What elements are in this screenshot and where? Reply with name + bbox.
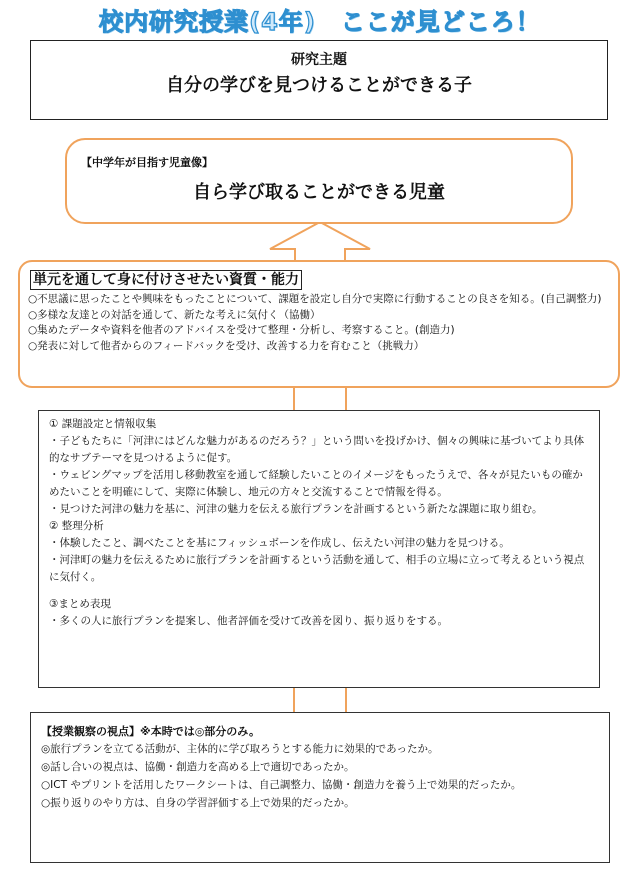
process-section2-line: ・河津町の魅力を伝えるために旅行プランを計画するという活動を通して、相手の立場に立って考えるという視点に気付く。 [49,554,585,583]
target-child-title: 自ら学び取ることができる児童 [193,182,445,203]
abilities-title: 単元を通して身に付けさせたい資質・能力 [30,270,302,290]
connector-upper [294,386,346,412]
target-child-box [65,138,573,224]
process-section3-line: ・多くの人に旅行プランを提案し、他者評価を受けて改善を図り、振り返りをする。 [49,615,448,627]
research-theme-label: 研究主題 [291,52,347,68]
ability-item: ○集めたデータや資料を他者のアドバイスを受けて整理・分析し、考察すること。(創造力) [28,324,455,336]
abilities-list [28,292,616,354]
process-section2-heading: ② 整理分析 [49,520,104,532]
viewpoints-title: 【授業観察の視点】※本時では◎部分のみ。 [41,725,260,738]
process-section1-line: ・子どもたちに「河津にはどんな魅力があるのだろう？」という問いを投げかけ、個々の興味に基づいてより具体的なサブテーマを見つけるように促す。 [49,435,585,464]
research-theme-title: 自分の学びを見つけることができる子 [166,75,472,96]
target-child-label: 【中学年が目指す児童像】 [81,156,213,169]
up-arrow-shape [270,222,370,262]
connector-lower [294,686,346,714]
process-spacer [49,586,589,596]
viewpoint-item: ◎話し合いの視点は、協働・創造力を高める上で適切であったか。 [41,761,355,773]
process-section1-line: ・ウェビングマップを活用し移動教室を通して経験したいことのイメージをもったうえで、各々が見たいもの確かめたいことを明確にして、実際に体験し、地元の方々と交流することで情報を得る。 [49,469,583,498]
page-banner-title: 校内研究授業(4年) ここが見どころ！ [99,8,541,36]
ability-item: ○発表に対して他者からのフィードバックを受け、改善する力を育むこと（挑戦力） [28,339,425,352]
observation-viewpoints-box [30,712,610,863]
ability-item: ○不思議に思ったことや興味をもったことについて、課題を設定し自分で実際に行動することの良さを知る。(自己調整力) [28,293,602,305]
viewpoints-list [41,740,595,812]
process-section1-heading: ① 課題設定と情報収集 [49,418,157,430]
viewpoint-item: ○ICT やプリントを活用したワークシートは、自己調整力、協働・創造力を養う上で効果的だったか。 [41,779,522,791]
process-section1-line: ・見つけた河津の魅力を基に、河津の魅力を伝える旅行プランを計画するという新たな課題に取り組む。 [49,503,543,515]
viewpoint-item: ○振り返りのやり方は、自身の学習評価する上で効果的だったか。 [41,797,355,809]
process-section3-heading: ③まとめ表現 [49,598,111,610]
learning-process-box [38,410,600,688]
ability-item: ○多様な友達との対話を通して、新たな考えに気付く（協働） [28,308,321,321]
viewpoint-item: ◎旅行プランを立てる活動が、主体的に学び取ろうとする能力に効果的であったか。 [41,743,439,755]
process-section2-line: ・体験したこと、調べたことを基にフィッシュボーンを作成し、伝えたい河津の魅力を見つける。 [49,537,510,549]
abilities-box [18,260,620,388]
